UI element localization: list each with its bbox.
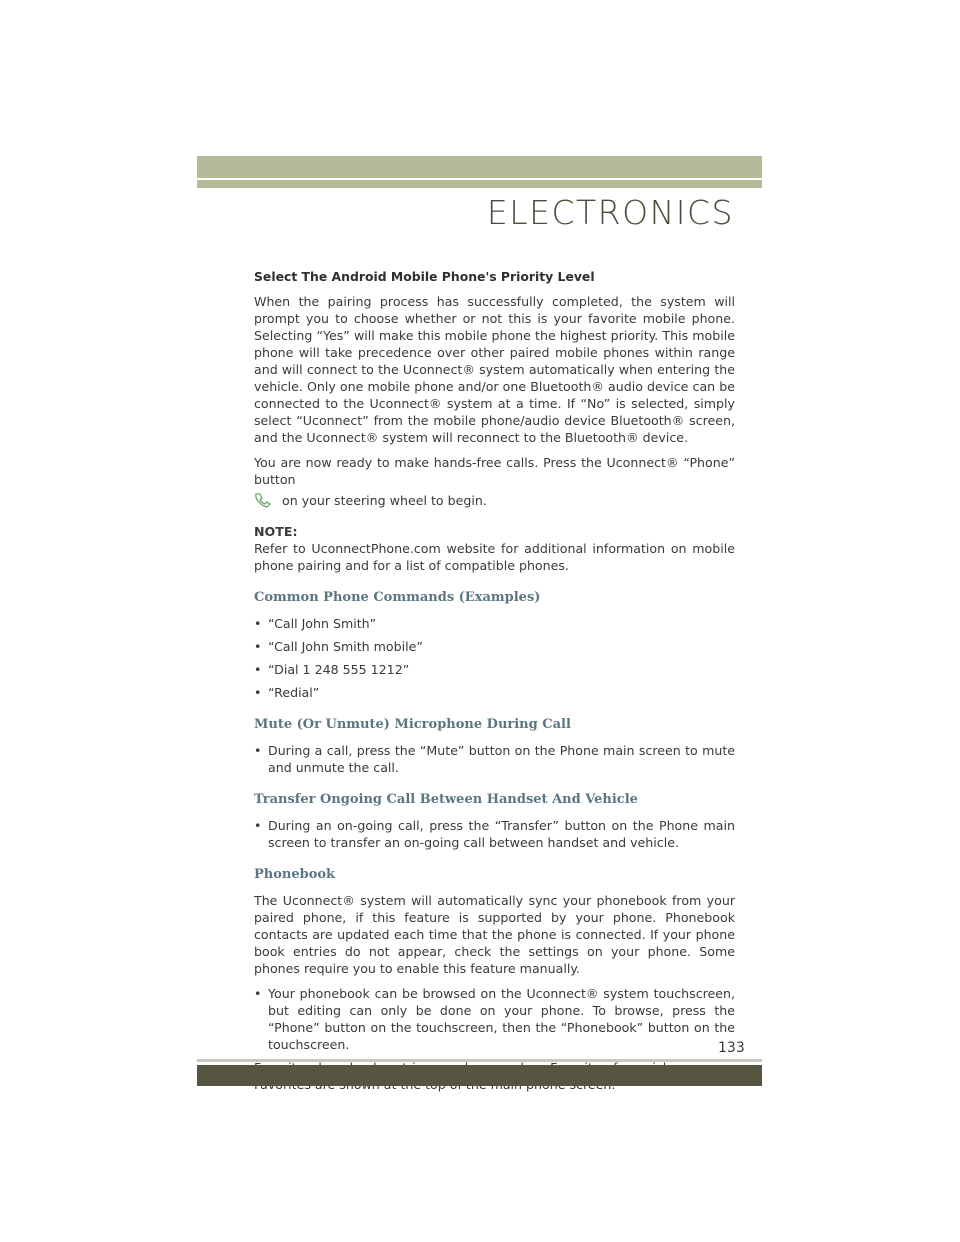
list-item: • “Redial” [254, 685, 320, 700]
section-title: ELECTRONICS [486, 193, 734, 232]
paragraph-ready: You are now ready to make hands-free calls. Press the Uconnect® “Phone” button [254, 455, 735, 487]
list-item: • “Call John Smith mobile” [254, 639, 423, 654]
list-item: • During a call, press the “Mute” button on the Phone main screen to mute and unmute the call. [254, 743, 735, 775]
heading-phonebook: Phonebook [254, 867, 336, 882]
footer-rule [197, 1059, 762, 1062]
subheading-priority: Select The Android Mobile Phone's Priority Level [254, 269, 595, 284]
paragraph-phonebook: The Uconnect® system will automatically sync your phonebook from your paired phone, if this feature is supported by your phone. Phonebook contacts are updated each time that the phone is connected. If your phone book entries do not appear, check the settings on your phone. Some phones require you to enable this feature manually. [254, 893, 735, 976]
note-label: NOTE: [254, 524, 298, 539]
transfer-list [254, 817, 735, 851]
heading-mute: Mute (Or Unmute) Microphone During Call [254, 717, 571, 732]
phone-icon [254, 492, 276, 508]
phone-button-line [254, 492, 735, 509]
header-bar [197, 156, 762, 178]
list-item: • “Call John Smith” [254, 616, 377, 631]
footer-bar [197, 1065, 762, 1086]
heading-transfer: Transfer Ongoing Call Between Handset And Vehicle [254, 792, 638, 807]
mute-list [254, 742, 735, 776]
list-item: • Your phonebook can be browsed on the Uconnect® system touchscreen, but editing can only be done on your phone. To browse, press the “Phone” button on the touchscreen, then the “Phonebook” button on the touchscreen. [254, 986, 735, 1052]
page-content [254, 268, 735, 1101]
page-number: 133 [718, 1040, 745, 1056]
list-item: • During an on-going call, press the “Transfer” button on the Phone main screen to transfer an on-going call between handset and vehicle. [254, 818, 735, 850]
paragraph-pairing: When the pairing process has successfully completed, the system will prompt you to choose whether or not this is your favorite mobile phone. Selecting “Yes” will make this mobile phone the highest priority. This mobile phone will take precedence over other paired mobile phones within range and will connect to the Uconnect® system automatically when entering the vehicle. Only one mobile phone and/or one Bluetooth® audio device can be connected to the Uconnect® system at a time. If “No” is selected, simply select “Uconnect” from the mobile phone/audio device Bluetooth® screen, and the Uconnect® system will reconnect to the Bluetooth® device. [254, 294, 735, 445]
note-text: Refer to UconnectPhone.com website for additional information on mobile phone pairing and for a list of compatible phones. [254, 541, 735, 573]
command-list [254, 615, 735, 701]
list-item: • “Dial 1 248 555 1212” [254, 662, 410, 677]
phonebook-list [254, 985, 735, 1053]
heading-common-commands: Common Phone Commands (Examples) [254, 590, 541, 605]
header-rule [197, 180, 762, 188]
paragraph-ready-cont: on your steering wheel to begin. [282, 493, 487, 508]
